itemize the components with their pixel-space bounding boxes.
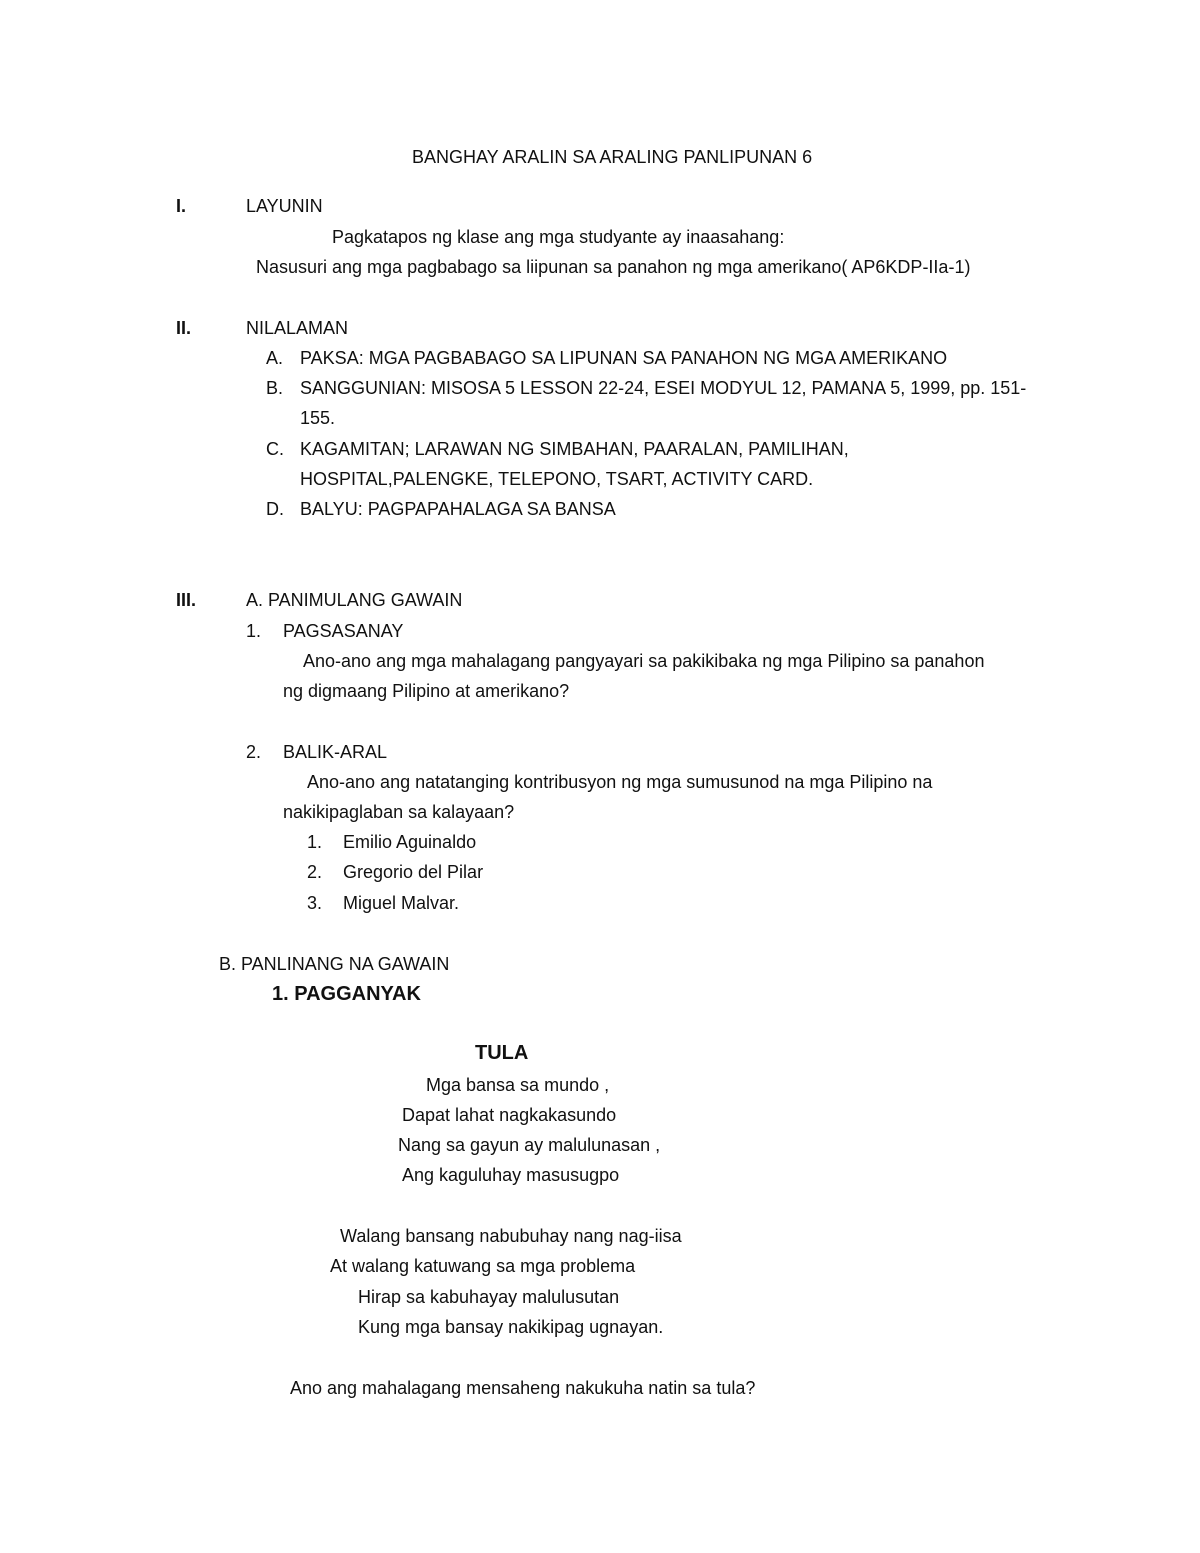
poem-question: Ano ang mahalagang mensaheng nakukuha natin sa tula? xyxy=(290,1378,756,1398)
objective-intro: Pagkatapos ng klase ang mga studyante ay inaasahang: xyxy=(332,227,785,247)
poem-title: TULA xyxy=(475,1042,529,1064)
person-name: Miguel Malvar. xyxy=(343,893,460,913)
poem-line: Walang bansang nabubuhay nang nag-iisa xyxy=(340,1226,682,1246)
content-item-letter: A. xyxy=(266,348,284,368)
list-number: 3. xyxy=(307,893,323,913)
section-2-heading: NILALAMAN xyxy=(246,318,349,338)
pagsasanay-question-cont: ng digmaang Pilipino at amerikano? xyxy=(283,681,570,701)
pagsasanay-label: PAGSASANAY xyxy=(283,621,404,641)
pagsasanay-question: Ano-ano ang mga mahalagang pangyayari sa pakikibaka ng mga Pilipino sa panahon xyxy=(303,651,985,671)
objective-text: Nasusuri ang mga pagbabago sa liipunan sa panahon ng mga amerikano( AP6KDP-IIa-1) xyxy=(256,257,971,277)
poem-line: Nang sa gayun ay malulunasan , xyxy=(398,1135,661,1155)
section-2-numeral: II. xyxy=(176,318,192,338)
poem-line: Dapat lahat nagkakasundo xyxy=(402,1105,617,1125)
poem-line: Ang kaguluhay masusugpo xyxy=(402,1165,620,1185)
person-name: Gregorio del Pilar xyxy=(343,862,484,882)
balik-aral-question-cont: nakikipaglaban sa kalayaan? xyxy=(283,802,515,822)
section-1-heading: LAYUNIN xyxy=(246,196,323,216)
content-item-kagamitan-cont: HOSPITAL,PALENGKE, TELEPONO, TSART, ACTIVITY CARD. xyxy=(300,469,814,489)
content-item-letter: B. xyxy=(266,378,284,398)
content-item-letter: D. xyxy=(266,499,284,519)
section-3-numeral: III. xyxy=(176,590,197,610)
section-1-numeral: I. xyxy=(176,196,187,216)
list-number: 1. xyxy=(307,832,323,852)
poem-line: Hirap sa kabuhayay malulusutan xyxy=(358,1287,620,1307)
content-item-kagamitan: KAGAMITAN; LARAWAN NG SIMBAHAN, PAARALAN, PAMILIHAN, xyxy=(300,439,849,459)
panlinang-heading: B. PANLINANG NA GAWAIN xyxy=(219,954,450,974)
list-number: 2. xyxy=(307,862,323,882)
poem-line: Kung mga bansay nakikipag ugnayan. xyxy=(358,1317,664,1337)
content-item-balyu: BALYU: PAGPAPAHALAGA SA BANSA xyxy=(300,499,616,519)
balik-aral-label: BALIK-ARAL xyxy=(283,742,388,762)
list-number: 1. xyxy=(246,621,262,641)
poem-line: Mga bansa sa mundo , xyxy=(426,1075,610,1095)
balik-aral-question: Ano-ano ang natatanging kontribusyon ng mga sumusunod na mga Pilipino na xyxy=(307,772,933,792)
pagganyak-heading: 1. PAGGANYAK xyxy=(272,983,421,1005)
list-number: 2. xyxy=(246,742,262,762)
content-item-letter: C. xyxy=(266,439,284,459)
content-item-sanggunian-cont: 155. xyxy=(300,408,336,428)
content-item-paksa: PAKSA: MGA PAGBABAGO SA LIPUNAN SA PANAHON NG MGA AMERIKANO xyxy=(300,348,948,368)
content-item-sanggunian: SANGGUNIAN: MISOSA 5 LESSON 22-24, ESEI MODYUL 12, PAMANA 5, 1999, pp. 151- xyxy=(300,378,1027,398)
document-title: BANGHAY ARALIN SA ARALING PANLIPUNAN 6 xyxy=(412,147,813,167)
person-name: Emilio Aguinaldo xyxy=(343,832,477,852)
poem-line: At walang katuwang sa mga problema xyxy=(330,1256,636,1276)
section-3-heading: A. PANIMULANG GAWAIN xyxy=(246,590,463,610)
